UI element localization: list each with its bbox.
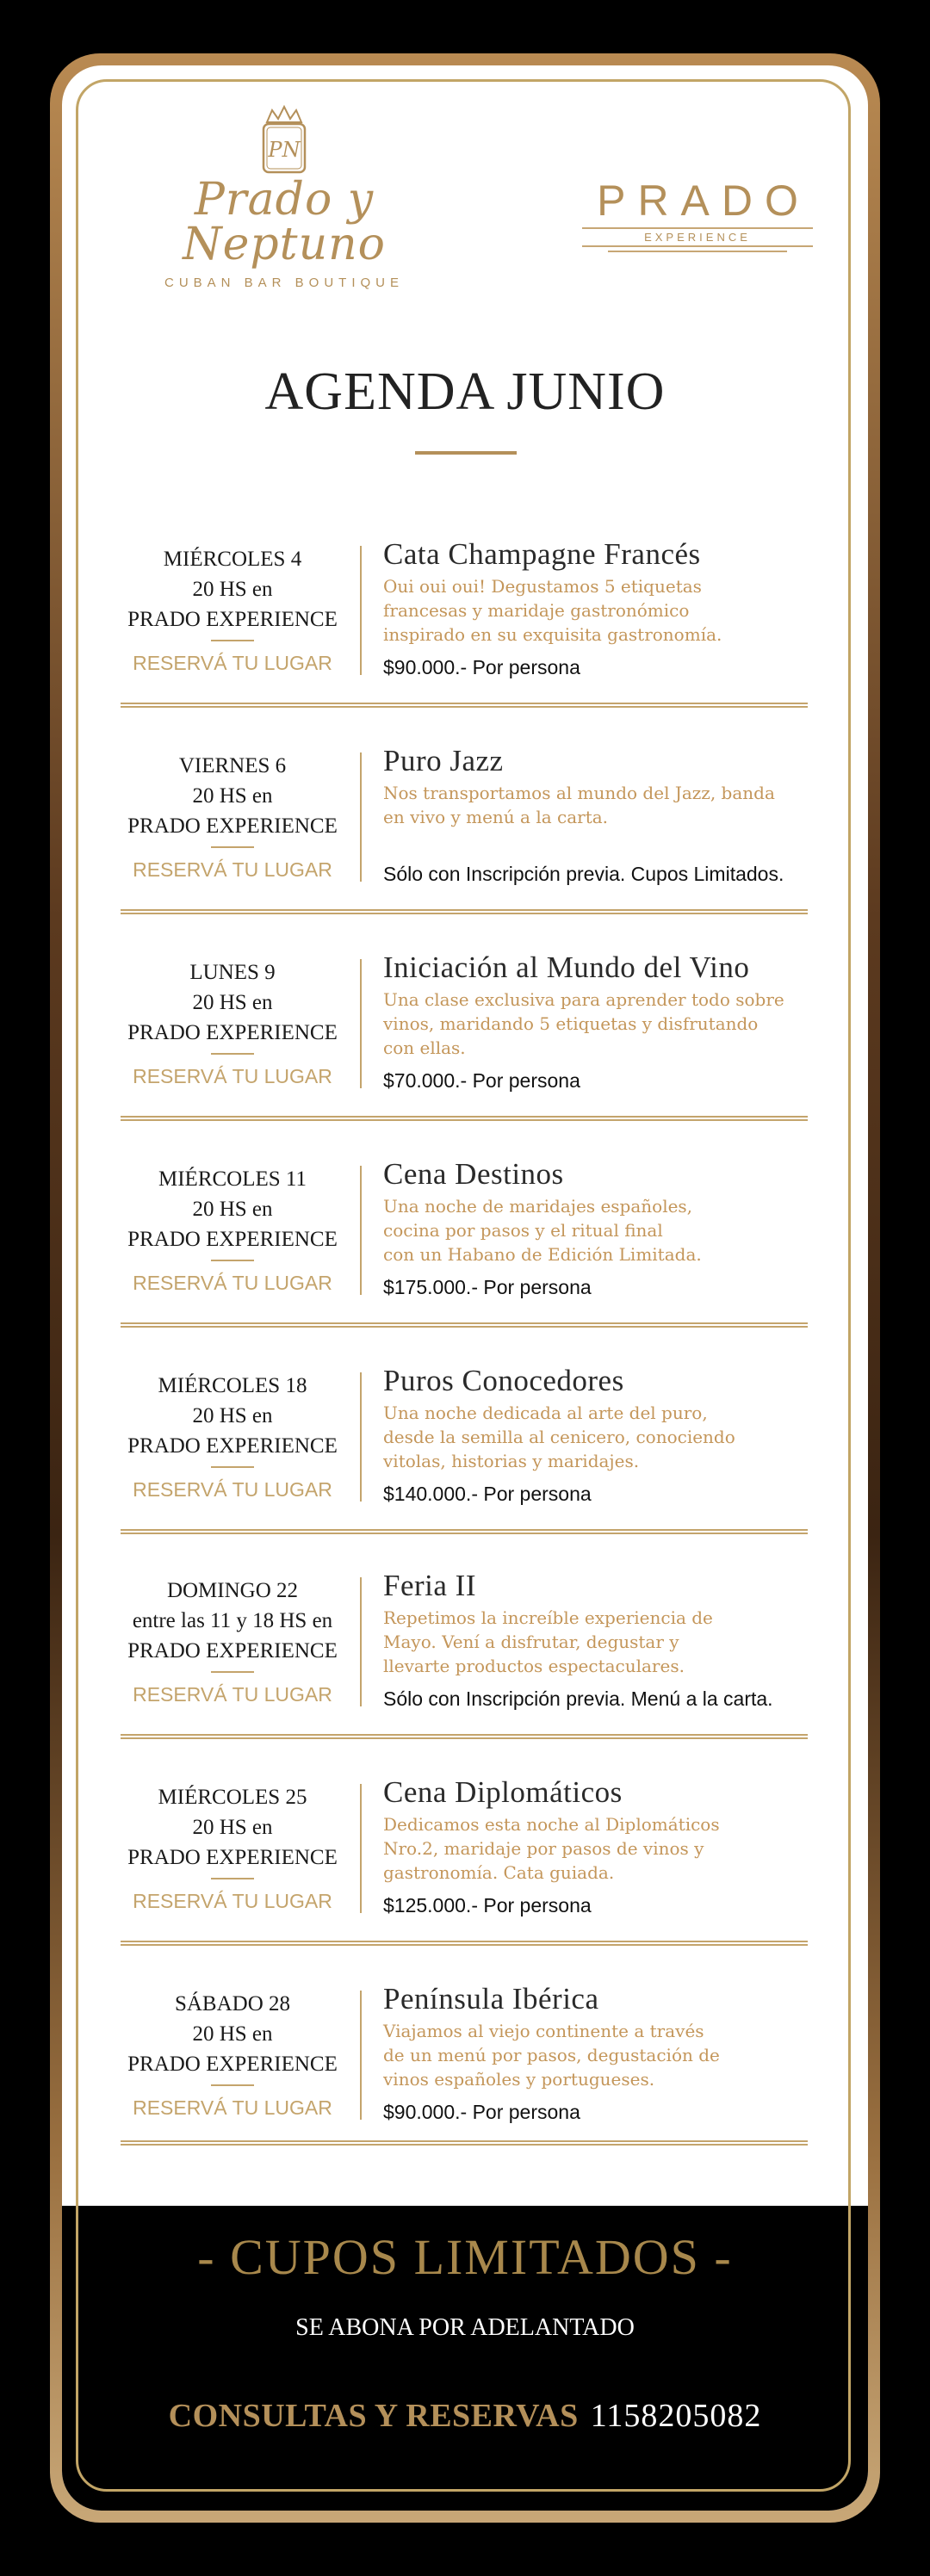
reserve-link[interactable]: RESERVÁ TU LUGAR bbox=[133, 858, 332, 881]
reserve-link[interactable]: RESERVÁ TU LUGAR bbox=[133, 1890, 332, 1912]
event-when bbox=[121, 1164, 344, 1298]
event-place: PRADO EXPERIENCE bbox=[127, 1021, 338, 1044]
event-title: Iniciación al Mundo del Vino bbox=[383, 951, 750, 984]
event-details bbox=[383, 1774, 831, 1885]
event-day: VIERNES 6 bbox=[178, 754, 287, 777]
event-details bbox=[383, 1155, 831, 1266]
event-time: 20 HS en bbox=[192, 1816, 273, 1839]
event-description: Dedicamos esta noche al Diplomáticos Nro.2, maridaje por pasos de vinos y gastronomía. Cata guiada. bbox=[383, 1814, 720, 1883]
event-day: DOMINGO 22 bbox=[166, 1579, 299, 1602]
event-place: PRADO EXPERIENCE bbox=[127, 1639, 338, 1663]
event-price: $125.000.- Por persona bbox=[383, 1894, 592, 1917]
event-title: Puros Conocedores bbox=[383, 1364, 624, 1397]
event-place: PRADO EXPERIENCE bbox=[127, 2053, 338, 2076]
event-title: Feria II bbox=[383, 1569, 476, 1602]
event-description: Viajamos al viejo continente a través de un menú por pasos, degustación de vinos españoles y portugueses. bbox=[383, 2021, 720, 2090]
event-vertical-divider bbox=[360, 1372, 362, 1502]
event-description: Repetimos la increíble experiencia de Mayo. Vení a disfrutar, degustar y llevarte productos espectaculares. bbox=[383, 1607, 713, 1676]
event-mini-divider bbox=[211, 640, 254, 641]
event-separator bbox=[121, 703, 808, 708]
event-vertical-divider bbox=[360, 1991, 362, 2120]
event-place: PRADO EXPERIENCE bbox=[127, 1434, 338, 1458]
event-mini-divider bbox=[211, 1878, 254, 1879]
event-mini-divider bbox=[211, 1053, 254, 1055]
event-description: Una noche de maridajes españoles, cocina por pasos y el ritual final con un Habano de Edición Limitada. bbox=[383, 1196, 702, 1265]
event-when bbox=[121, 1989, 344, 2123]
reserve-link[interactable]: RESERVÁ TU LUGAR bbox=[133, 1272, 332, 1294]
payment-note: SE ABONA POR ADELANTADO bbox=[295, 2314, 635, 2341]
event-price: $70.000.- Por persona bbox=[383, 1069, 580, 1092]
event-separator bbox=[121, 2140, 808, 2146]
event-when bbox=[121, 1576, 344, 1710]
event-when bbox=[121, 751, 344, 885]
event-vertical-divider bbox=[360, 546, 362, 675]
event-day: MIÉRCOLES 25 bbox=[158, 1786, 307, 1809]
logo-experience-tagline: EXPERIENCE bbox=[582, 227, 813, 247]
event-vertical-divider bbox=[360, 1577, 362, 1706]
event-details bbox=[383, 742, 831, 829]
reserve-link[interactable]: RESERVÁ TU LUGAR bbox=[133, 652, 332, 674]
reserve-link[interactable]: RESERVÁ TU LUGAR bbox=[133, 1065, 332, 1087]
event-separator bbox=[121, 1941, 808, 1946]
event-separator bbox=[121, 909, 808, 914]
phone-number[interactable]: 1158205082 bbox=[590, 2398, 762, 2434]
event-when bbox=[121, 1371, 344, 1505]
event-price: Sólo con Inscripción previa. Cupos Limitados. bbox=[383, 863, 784, 885]
title-underline bbox=[415, 451, 517, 455]
contact-label: CONSULTAS Y RESERVAS bbox=[168, 2398, 579, 2434]
contact-line bbox=[0, 2397, 930, 2435]
event-time: 20 HS en bbox=[192, 784, 273, 808]
event-vertical-divider bbox=[360, 959, 362, 1088]
logo-script-name: Prado y Neptuno bbox=[183, 174, 386, 270]
crown-crest-icon bbox=[250, 103, 319, 176]
reserve-link[interactable]: RESERVÁ TU LUGAR bbox=[133, 1683, 332, 1706]
event-day: MIÉRCOLES 4 bbox=[163, 548, 302, 571]
event-place: PRADO EXPERIENCE bbox=[127, 1846, 338, 1869]
event-description: Oui oui oui! Degustamos 5 etiquetas francesas y maridaje gastronómico inspirado en su exquisita gastronomía. bbox=[383, 576, 722, 645]
event-price: $90.000.- Por persona bbox=[383, 656, 580, 678]
event-mini-divider bbox=[211, 846, 254, 848]
event-time: 20 HS en bbox=[192, 1404, 273, 1427]
event-when bbox=[121, 957, 344, 1092]
event-vertical-divider bbox=[360, 1166, 362, 1295]
event-place: PRADO EXPERIENCE bbox=[127, 608, 338, 631]
event-when bbox=[121, 1782, 344, 1917]
prado-y-neptuno-logo bbox=[112, 103, 456, 290]
event-mini-divider bbox=[211, 1466, 254, 1468]
event-mini-divider bbox=[211, 2084, 254, 2086]
event-day: MIÉRCOLES 18 bbox=[158, 1374, 307, 1397]
event-place: PRADO EXPERIENCE bbox=[127, 814, 338, 838]
cupos-limitados-headline: - CUPOS LIMITADOS - bbox=[197, 2229, 733, 2285]
prado-experience-logo bbox=[582, 176, 813, 252]
event-place: PRADO EXPERIENCE bbox=[127, 1228, 338, 1251]
event-when bbox=[121, 544, 344, 678]
event-description: Nos transportamos al mundo del Jazz, banda en vivo y menú a la carta. bbox=[383, 783, 775, 827]
event-time: 20 HS en bbox=[192, 578, 273, 601]
event-title: Puro Jazz bbox=[383, 744, 504, 777]
event-details bbox=[383, 949, 831, 1060]
reserve-link[interactable]: RESERVÁ TU LUGAR bbox=[133, 2096, 332, 2119]
svg-text:PN: PN bbox=[268, 138, 301, 162]
event-mini-divider bbox=[211, 1260, 254, 1261]
event-description: Una noche dedicada al arte del puro, desde la semilla al cenicero, conociendo vitolas, historias y maridajes. bbox=[383, 1403, 735, 1471]
logo-tagline: CUBAN BAR BOUTIQUE bbox=[164, 276, 405, 290]
logo-underline bbox=[608, 251, 787, 252]
event-details bbox=[383, 1567, 831, 1678]
event-separator bbox=[121, 1734, 808, 1739]
event-title: Cena Diplomáticos bbox=[383, 1775, 623, 1809]
event-separator bbox=[121, 1116, 808, 1121]
event-time: 20 HS en bbox=[192, 2022, 273, 2046]
event-separator bbox=[121, 1322, 808, 1328]
event-price: $140.000.- Por persona bbox=[383, 1483, 592, 1505]
event-mini-divider bbox=[211, 1671, 254, 1673]
event-details bbox=[383, 1980, 831, 2091]
event-description: Una clase exclusiva para aprender todo sobre vinos, maridando 5 etiquetas y disfrutando con ellas. bbox=[383, 989, 784, 1058]
event-separator bbox=[121, 1529, 808, 1534]
event-vertical-divider bbox=[360, 1784, 362, 1913]
event-title: Cata Champagne Francés bbox=[383, 537, 701, 571]
event-details bbox=[383, 536, 831, 647]
event-day: SÁBADO 28 bbox=[174, 1992, 291, 2016]
reserve-link[interactable]: RESERVÁ TU LUGAR bbox=[133, 1478, 332, 1501]
event-vertical-divider bbox=[360, 752, 362, 882]
logo-prado-wordmark: PRADO bbox=[597, 176, 810, 225]
event-day: MIÉRCOLES 11 bbox=[158, 1167, 307, 1191]
event-details bbox=[383, 1362, 831, 1473]
event-day: LUNES 9 bbox=[189, 961, 276, 984]
event-row bbox=[121, 1982, 809, 2178]
event-time: 20 HS en bbox=[192, 991, 273, 1014]
page-title: AGENDA JUNIO bbox=[264, 362, 666, 421]
event-price: $90.000.- Por persona bbox=[383, 2101, 580, 2123]
event-title: Península Ibérica bbox=[383, 1982, 599, 2016]
event-price: Sólo con Inscripción previa. Menú a la carta. bbox=[383, 1687, 773, 1710]
event-price: $175.000.- Por persona bbox=[383, 1276, 592, 1298]
event-time: 20 HS en bbox=[192, 1198, 273, 1221]
event-title: Cena Destinos bbox=[383, 1157, 564, 1191]
event-time: entre las 11 y 18 HS en bbox=[132, 1609, 333, 1632]
